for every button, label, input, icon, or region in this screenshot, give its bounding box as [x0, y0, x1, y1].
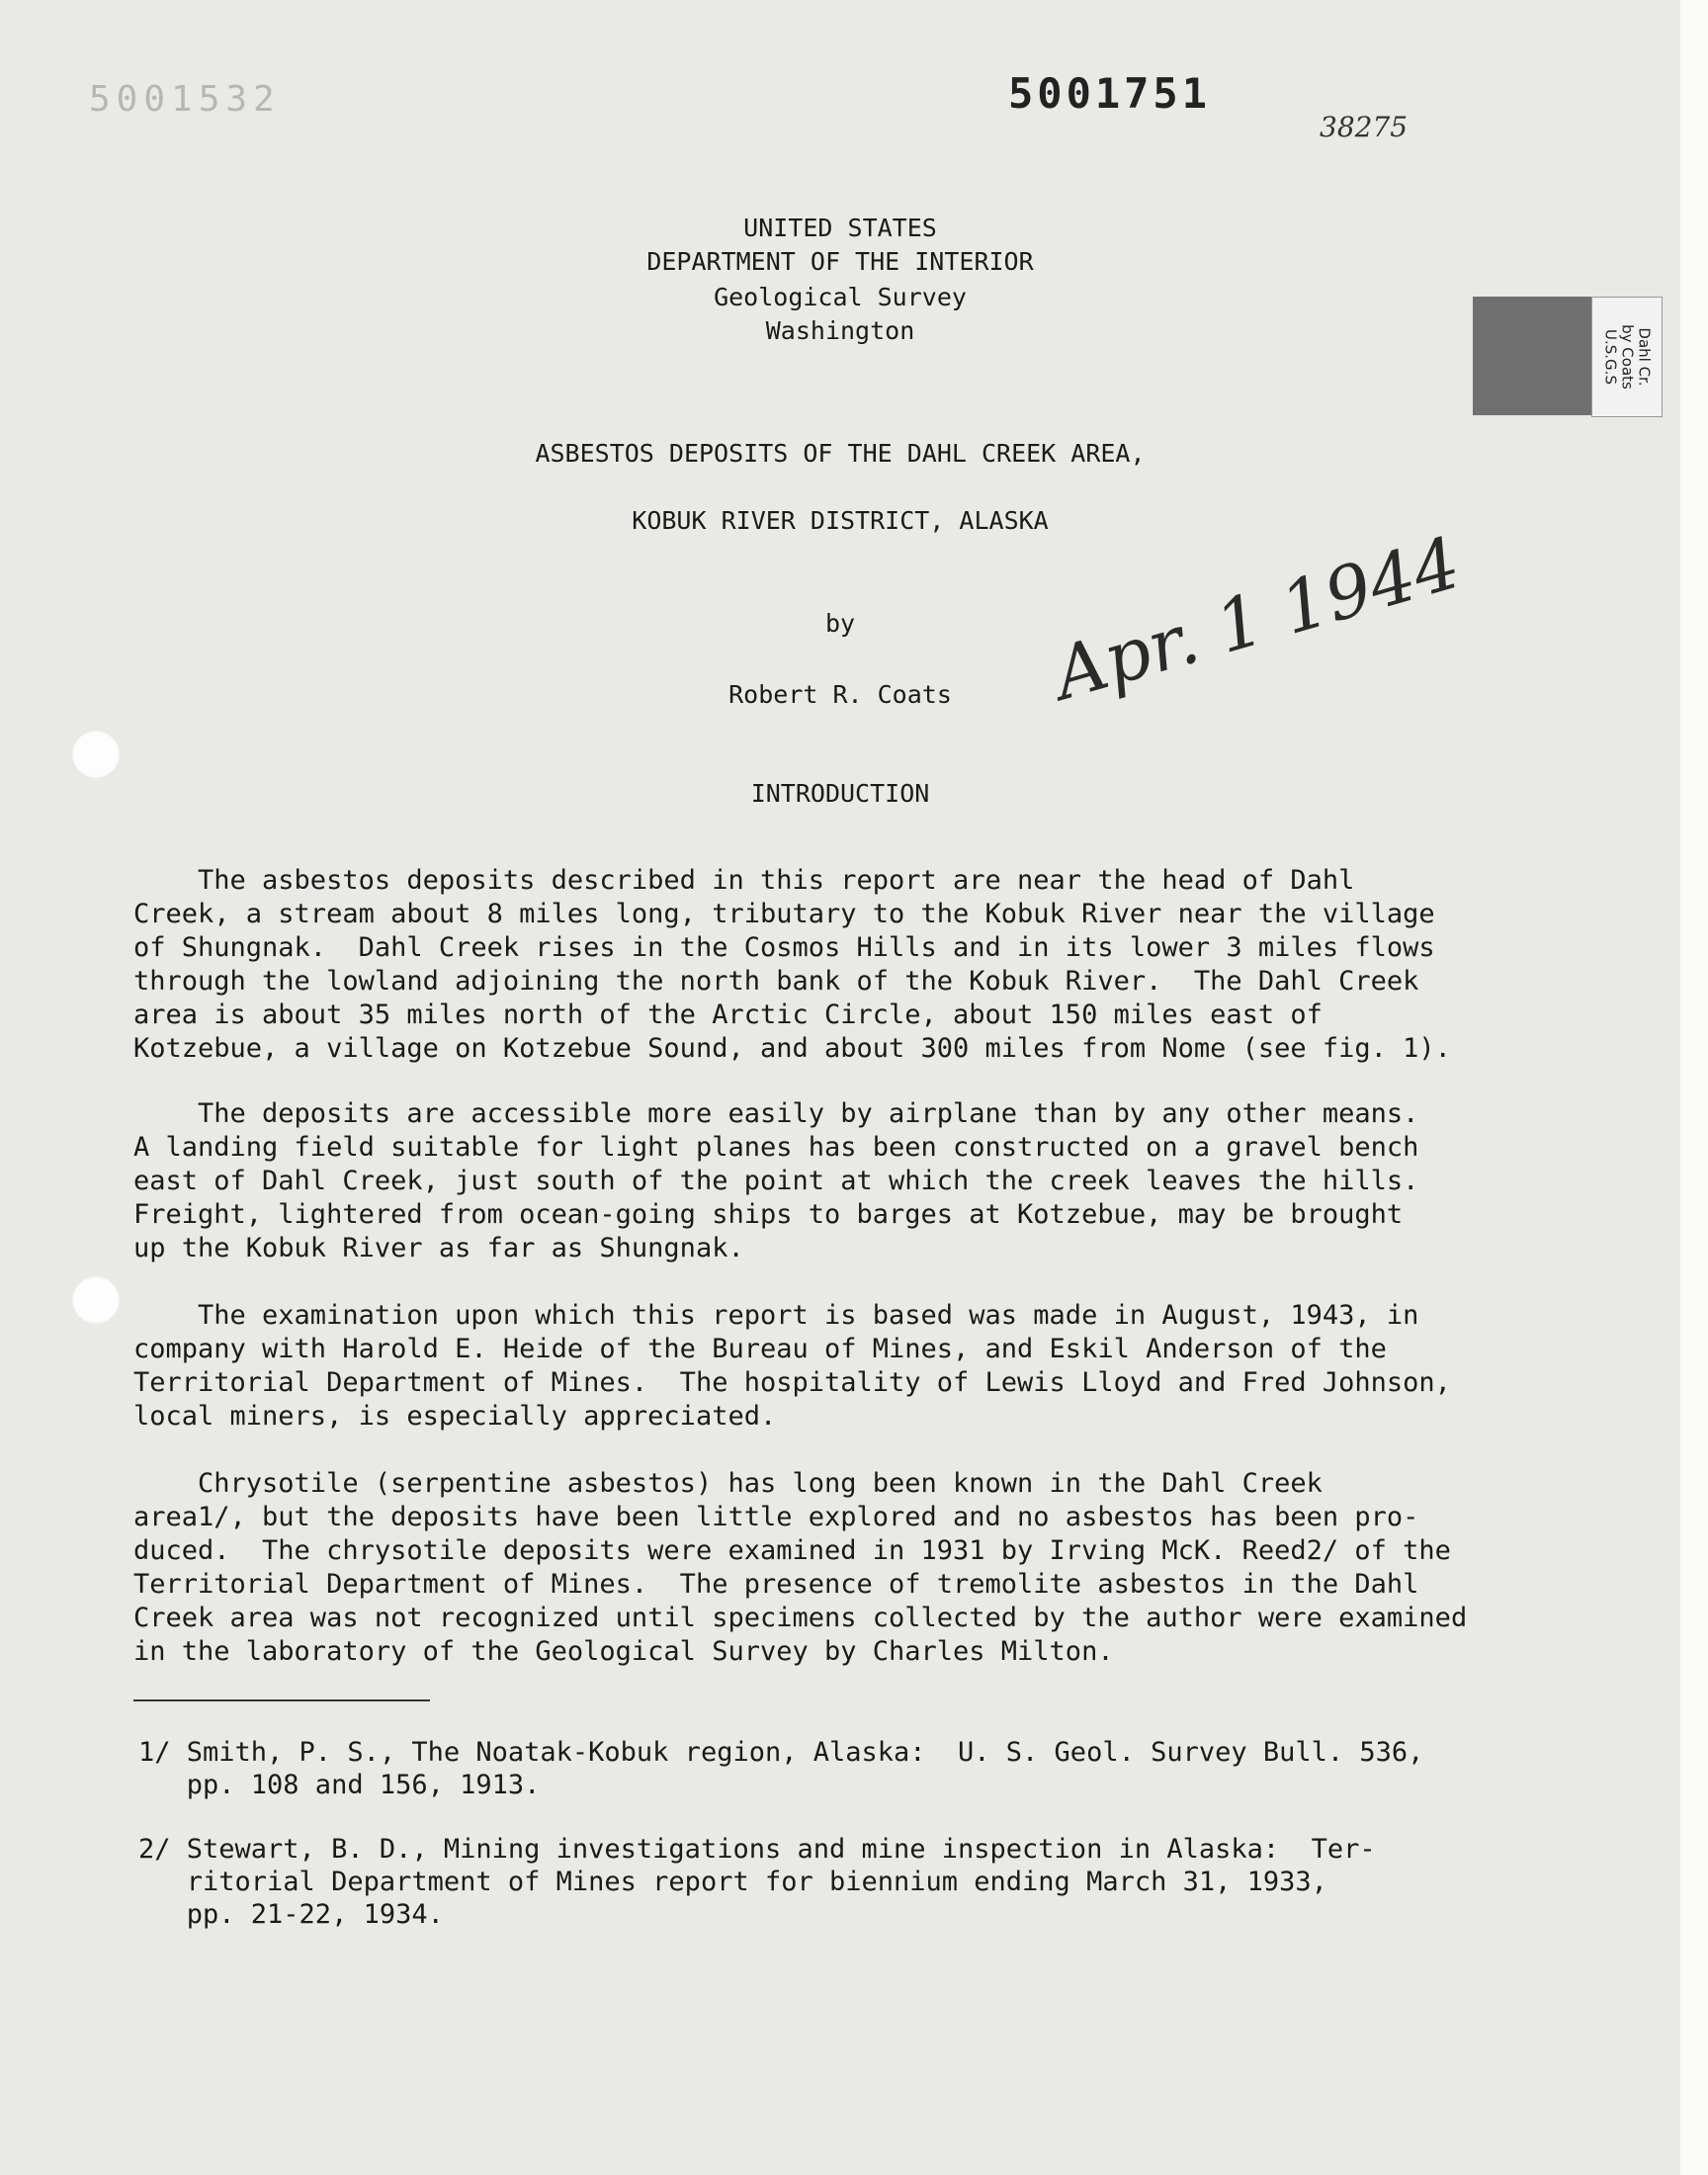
ghost-number: 5001532: [89, 79, 281, 120]
header-line-3: Geological Survey: [714, 283, 967, 311]
header-line-2: DEPARTMENT OF THE INTERIOR: [646, 247, 1034, 276]
byline-author: Robert R. Coats: [728, 680, 952, 709]
title-line-1: ASBESTOS DEPOSITS OF THE DAHL CREEK AREA,: [535, 439, 1146, 468]
footnote-2: 2/ Stewart, B. D., Mining investigations and mine inspection in Alaska: Ter- ritorial Department of Mines report for biennium ending March 31, 1933, pp. 21-22, 1934.: [138, 1834, 1376, 1930]
header-line-4: Washington: [765, 316, 915, 345]
tab-label-text: Dahl Cr. by Coats U.S.G.S: [1601, 324, 1654, 390]
document-number: 5001751: [1008, 69, 1212, 118]
byline-by: by: [824, 609, 856, 638]
title-line-2: KOBUK RIVER DISTRICT, ALASKA: [632, 506, 1049, 535]
footnote-1: 1/ Smith, P. S., The Noatak-Kobuk region, Alaska: U. S. Geol. Survey Bull. 536, pp. 108 and 156, 1913.: [138, 1737, 1424, 1800]
handwritten-date: Apr. 1 1944: [1044, 520, 1469, 716]
punch-hole-top: [71, 730, 121, 779]
paragraph-1: The asbestos deposits described in this report are near the head of Dahl Creek, a stream about 8 miles long, tributary to the Kobuk River near the village of Shungnak. Dahl Creek rises in the Cosmos Hills and in its lower 3 miles flows through the lowland adjoining the north bank of the Kobuk River. The Dahl Creek area is about 35 miles north of the Arctic Circle, about 150 miles east of Kotzebue, a village on Kotzebue Sound, and about 300 miles from Nome (see fig. 1).: [133, 865, 1451, 1064]
footnote-rule: [133, 1699, 430, 1701]
header-line-1: UNITED STATES: [743, 214, 937, 242]
punch-hole-bottom: [71, 1275, 121, 1325]
paragraph-3: The examination upon which this report is based was made in August, 1943, in company with Harold E. Heide of the Bureau of Mines, and Eskil Anderson of the Territorial Department of Mines. The hospitality of Lewis Lloyd and Fred Johnson, local miners, is especially appreciated.: [133, 1300, 1451, 1432]
page-edge: [1680, 0, 1708, 2175]
section-heading: INTRODUCTION: [750, 779, 930, 808]
page-reference-number: 38275: [1320, 111, 1409, 143]
paragraph-4: Chrysotile (serpentine asbestos) has long been known in the Dahl Creek area1/, but the deposits have been little explored and no asbestos has been pro- duced. The chrysotile deposits were examined in 1931 by Irving McK. Reed2/ of the Territorial Department of Mines. The presence of tremolite asbestos in the Dahl Creek area was not recognized until specimens collected by the author were examined in the laboratory of the Geological Survey by Charles Milton.: [133, 1468, 1468, 1667]
paragraph-2: The deposits are accessible more easily by airplane than by any other means. A landing field suitable for light planes has been constructed on a gravel bench east of Dahl Creek, just south of the point at which the creek leaves the hills. Freight, lightered from ocean-going ships to barges at Kotzebue, may be brought up the Kobuk River as far as Shungnak.: [133, 1098, 1419, 1263]
